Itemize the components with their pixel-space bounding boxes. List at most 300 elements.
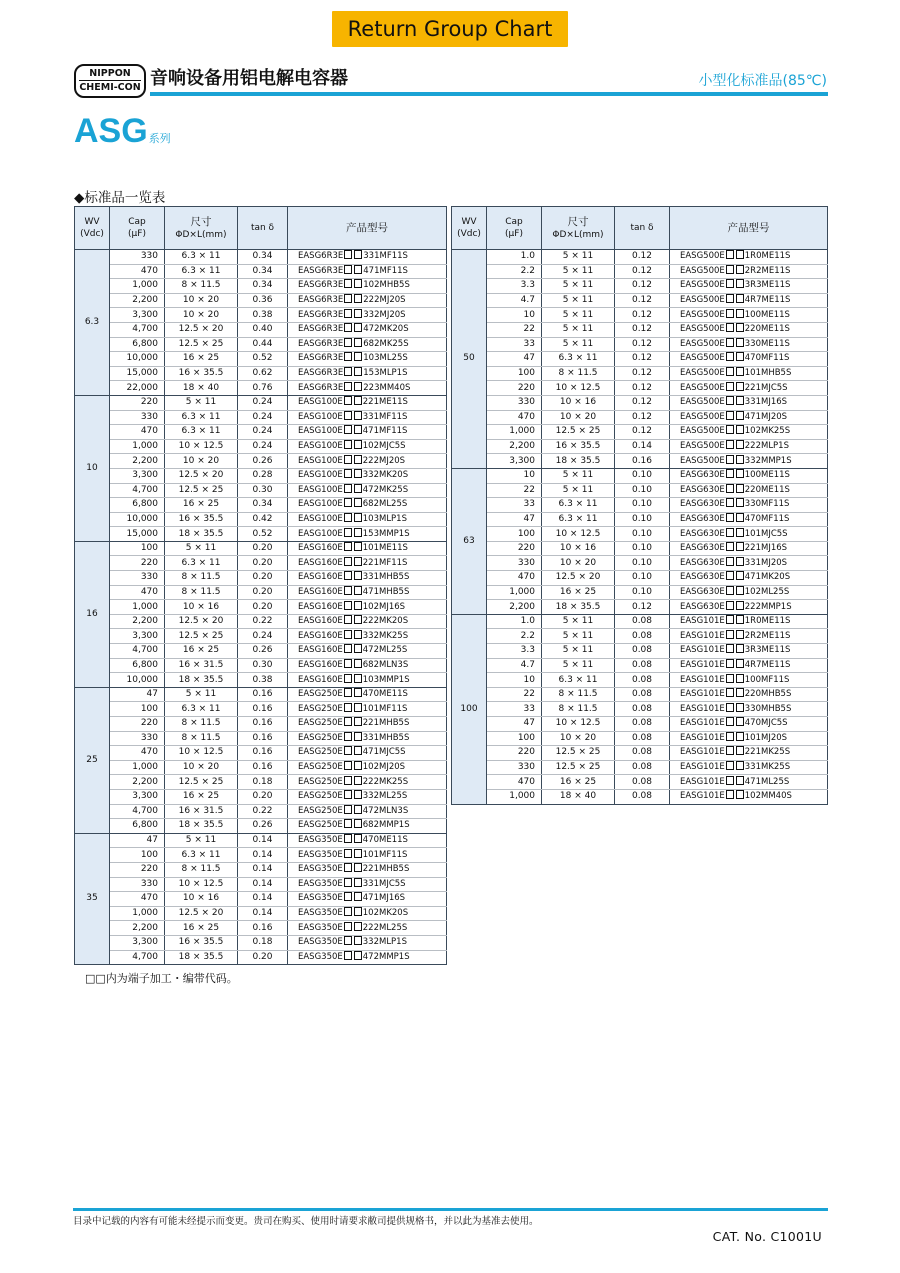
tan-cell: 0.40 — [238, 322, 288, 337]
code-box — [726, 601, 734, 610]
part-number-cell — [288, 673, 447, 688]
code-box — [736, 265, 744, 274]
code-box — [736, 279, 744, 288]
wv-cell: 50 — [452, 250, 487, 469]
part-number-prefix: EASG160E — [298, 630, 343, 641]
table-header-row — [75, 207, 447, 250]
wv-cell: 100 — [452, 614, 487, 804]
part-number-cell — [670, 614, 828, 629]
cap-cell: 1.0 — [487, 614, 542, 629]
cap-cell: 4,700 — [110, 950, 165, 965]
tan-cell: 0.14 — [238, 892, 288, 907]
table-row — [75, 819, 447, 834]
code-box — [736, 484, 744, 493]
part-number-suffix: 331MJC5S — [362, 878, 406, 889]
code-box — [726, 528, 734, 537]
table-row — [452, 454, 828, 469]
table-row — [452, 264, 828, 279]
code-box — [344, 455, 352, 464]
cap-cell: 6,800 — [110, 658, 165, 673]
part-number-suffix: 3R3ME11S — [744, 645, 791, 656]
part-number-cell — [670, 322, 828, 337]
table-row — [452, 673, 828, 688]
part-number-cell — [670, 250, 828, 265]
size-cell: 12.5 × 25 — [542, 425, 615, 440]
table-row — [452, 322, 828, 337]
cap-cell: 15,000 — [110, 366, 165, 381]
cap-cell: 330 — [110, 250, 165, 265]
table-row — [75, 614, 447, 629]
size-cell: 8 × 11.5 — [165, 717, 238, 732]
tan-cell: 0.16 — [238, 687, 288, 702]
cap-cell: 10,000 — [110, 673, 165, 688]
part-number-prefix: EASG630E — [680, 586, 725, 597]
code-box — [344, 440, 352, 449]
code-box — [354, 732, 362, 741]
tan-cell: 0.22 — [238, 804, 288, 819]
tan-cell: 0.10 — [615, 468, 670, 483]
size-cell: 12.5 × 25 — [542, 746, 615, 761]
cap-cell: 10,000 — [110, 352, 165, 367]
code-box — [354, 703, 362, 712]
code-box — [726, 688, 734, 697]
tan-cell: 0.26 — [238, 644, 288, 659]
cap-cell: 220 — [110, 862, 165, 877]
cap-cell: 2,200 — [110, 921, 165, 936]
table-row — [75, 877, 447, 892]
code-box — [726, 586, 734, 595]
cap-cell: 330 — [487, 395, 542, 410]
part-number-suffix: 223MM40S — [363, 382, 411, 393]
part-number-cell — [288, 410, 447, 425]
tan-cell: 0.10 — [615, 585, 670, 600]
size-cell: 16 × 25 — [165, 789, 238, 804]
part-number-prefix: EASG6R3E — [298, 338, 344, 349]
tan-cell: 0.12 — [615, 337, 670, 352]
size-cell: 5 × 11 — [542, 322, 615, 337]
part-number-cell — [670, 352, 828, 367]
code-box — [354, 746, 362, 755]
code-box — [344, 688, 352, 697]
code-box — [736, 542, 744, 551]
table-row — [75, 352, 447, 367]
part-number-prefix: EASG500E — [680, 295, 725, 306]
size-cell: 10 × 12.5 — [542, 381, 615, 396]
table-row — [452, 395, 828, 410]
code-box — [726, 338, 734, 347]
code-box — [354, 907, 362, 916]
code-box — [354, 644, 362, 653]
part-number-prefix: EASG101E — [680, 630, 725, 641]
cap-cell: 10 — [487, 468, 542, 483]
code-box — [354, 294, 362, 303]
code-box — [344, 250, 352, 259]
part-number-cell — [288, 702, 447, 717]
cap-cell: 33 — [487, 337, 542, 352]
tan-cell: 0.08 — [615, 687, 670, 702]
table-row — [452, 439, 828, 454]
part-number-cell — [670, 644, 828, 659]
cap-cell: 4,700 — [110, 644, 165, 659]
code-box — [736, 571, 744, 580]
table-row — [452, 279, 828, 294]
tan-cell: 0.08 — [615, 717, 670, 732]
wv-cell: 6.3 — [75, 250, 110, 396]
code-box — [344, 601, 352, 610]
size-cell: 18 × 35.5 — [165, 819, 238, 834]
part-number-prefix: EASG250E — [298, 820, 343, 831]
code-box — [726, 542, 734, 551]
tan-cell: 0.20 — [238, 950, 288, 965]
table-row — [75, 512, 447, 527]
tan-cell: 0.14 — [615, 439, 670, 454]
footer-disclaimer: 目录中记载的内容有可能未经提示而变更。贵司在购买、使用时请要求敝司提供规格书，并以此为基准去使用。 — [73, 1216, 539, 1227]
part-number-prefix: EASG6R3E — [298, 265, 344, 276]
tan-cell: 0.10 — [615, 498, 670, 513]
size-cell: 12.5 × 20 — [165, 614, 238, 629]
part-number-suffix: 100MF11S — [744, 674, 790, 685]
part-number-suffix: 101MF11S — [362, 849, 408, 860]
part-number-suffix: 471MJ16S — [362, 893, 406, 904]
table-row — [452, 585, 828, 600]
tan-cell: 0.34 — [238, 264, 288, 279]
code-box — [736, 586, 744, 595]
code-box — [354, 761, 362, 770]
part-number-suffix: 153MMP1S — [362, 528, 410, 539]
table-row — [452, 571, 828, 586]
part-number-suffix: 471MF11S — [363, 265, 408, 276]
footer-rule — [73, 1208, 828, 1211]
cap-cell: 2,200 — [110, 454, 165, 469]
tan-cell: 0.14 — [238, 862, 288, 877]
header-wv-unit: (Vdc) — [80, 229, 104, 239]
wv-cell: 16 — [75, 541, 110, 687]
part-number-cell — [670, 366, 828, 381]
tan-cell: 0.10 — [615, 571, 670, 586]
table-row — [75, 556, 447, 571]
cap-cell: 330 — [487, 556, 542, 571]
part-number-cell — [288, 468, 447, 483]
header-tan: tan δ — [615, 207, 670, 250]
code-box — [344, 644, 352, 653]
code-box — [726, 382, 734, 391]
table-row — [75, 410, 447, 425]
part-number-prefix: EASG630E — [680, 543, 725, 554]
cap-cell: 47 — [487, 512, 542, 527]
code-box — [736, 688, 744, 697]
table-row — [452, 717, 828, 732]
part-number-suffix: 331MHB5S — [362, 572, 410, 583]
part-number-prefix: EASG500E — [680, 265, 725, 276]
size-cell: 5 × 11 — [165, 395, 238, 410]
table-row — [75, 702, 447, 717]
part-number-suffix: 682MLN3S — [362, 659, 409, 670]
table-row — [452, 614, 828, 629]
size-cell: 5 × 11 — [542, 658, 615, 673]
code-box — [354, 250, 362, 259]
code-box — [726, 776, 734, 785]
size-cell: 8 × 11.5 — [542, 366, 615, 381]
part-number-suffix: 102MM40S — [744, 791, 792, 802]
part-number-cell — [670, 717, 828, 732]
table-row — [75, 746, 447, 761]
header-tan: tan δ — [238, 207, 288, 250]
table-row — [75, 789, 447, 804]
return-group-chart-button[interactable]: Return Group Chart — [332, 11, 568, 47]
cap-cell: 1,000 — [110, 600, 165, 615]
code-box — [354, 542, 362, 551]
size-cell: 12.5 × 20 — [165, 322, 238, 337]
table-row — [452, 556, 828, 571]
part-number-cell — [288, 862, 447, 877]
table-row — [75, 308, 447, 323]
tan-cell: 0.08 — [615, 746, 670, 761]
code-box — [344, 557, 352, 566]
cap-cell: 3,300 — [110, 789, 165, 804]
part-number-suffix: 220MHB5S — [744, 689, 792, 700]
table-header-row — [452, 207, 828, 250]
part-number-suffix: 472MK20S — [363, 324, 409, 335]
part-number-prefix: EASG6R3E — [298, 324, 344, 335]
part-number-prefix: EASG101E — [680, 791, 725, 802]
part-number-prefix: EASG350E — [298, 849, 343, 860]
size-cell: 5 × 11 — [542, 629, 615, 644]
tan-cell: 0.16 — [238, 717, 288, 732]
part-number-prefix: EASG6R3E — [298, 251, 344, 262]
part-number-suffix: 332MJ20S — [363, 309, 406, 320]
code-box — [354, 834, 362, 843]
size-cell: 6.3 × 11 — [542, 498, 615, 513]
logo-line2: CHEMI-CON — [79, 82, 141, 93]
part-number-suffix: 470ME11S — [362, 689, 408, 700]
part-number-cell — [288, 935, 447, 950]
cap-cell: 3,300 — [110, 629, 165, 644]
part-number-prefix: EASG350E — [298, 893, 343, 904]
part-number-suffix: 470MF11S — [744, 353, 790, 364]
size-cell: 12.5 × 25 — [165, 775, 238, 790]
part-number-prefix: EASG160E — [298, 601, 343, 612]
code-box — [736, 557, 744, 566]
tan-cell: 0.12 — [615, 381, 670, 396]
tan-cell: 0.24 — [238, 425, 288, 440]
part-number-prefix: EASG500E — [680, 251, 725, 262]
part-number-cell — [288, 629, 447, 644]
code-box — [344, 309, 352, 318]
cap-cell: 10 — [487, 308, 542, 323]
cap-cell: 6,800 — [110, 498, 165, 513]
table-row — [452, 541, 828, 556]
part-number-prefix: EASG350E — [298, 951, 343, 962]
cap-cell: 2,200 — [110, 614, 165, 629]
size-cell: 18 × 40 — [542, 789, 615, 804]
code-box — [726, 732, 734, 741]
code-box — [354, 528, 362, 537]
tan-cell: 0.10 — [615, 527, 670, 542]
part-number-suffix: 102MK20S — [362, 908, 409, 919]
part-number-suffix: 222ML25S — [362, 922, 408, 933]
part-number-cell — [288, 395, 447, 410]
table-row — [452, 337, 828, 352]
cap-cell: 47 — [487, 352, 542, 367]
cap-cell: 10,000 — [110, 512, 165, 527]
part-number-suffix: 682MMP1S — [362, 820, 410, 831]
code-box — [354, 922, 362, 931]
code-box — [736, 674, 744, 683]
tan-cell: 0.14 — [238, 906, 288, 921]
tan-cell: 0.12 — [615, 264, 670, 279]
size-cell: 5 × 11 — [542, 337, 615, 352]
tan-cell: 0.12 — [615, 322, 670, 337]
logo-line1: NIPPON — [89, 68, 131, 79]
part-number-cell — [670, 279, 828, 294]
part-number-suffix: 101MJ20S — [744, 732, 788, 743]
table-row — [452, 731, 828, 746]
code-box — [726, 513, 734, 522]
code-box — [354, 674, 362, 683]
tan-cell: 0.08 — [615, 629, 670, 644]
cap-cell: 6,800 — [110, 337, 165, 352]
part-number-cell — [670, 746, 828, 761]
size-cell: 12.5 × 20 — [542, 571, 615, 586]
part-number-suffix: 101ME11S — [362, 543, 408, 554]
part-number-prefix: EASG160E — [298, 659, 343, 670]
code-box — [736, 323, 744, 332]
part-number-cell — [288, 322, 447, 337]
part-number-suffix: 330MHB5S — [744, 703, 792, 714]
tan-cell: 0.08 — [615, 614, 670, 629]
cap-cell: 47 — [487, 717, 542, 732]
tan-cell: 0.12 — [615, 366, 670, 381]
part-number-prefix: EASG350E — [298, 908, 343, 919]
table-row — [452, 789, 828, 804]
code-box — [344, 863, 352, 872]
code-box — [726, 746, 734, 755]
code-box — [354, 688, 362, 697]
header-size-unit: ΦD×L(mm) — [552, 229, 604, 240]
code-box — [354, 513, 362, 522]
cap-cell: 22 — [487, 483, 542, 498]
tan-cell: 0.10 — [615, 483, 670, 498]
size-cell: 8 × 11.5 — [165, 279, 238, 294]
part-number-cell — [670, 498, 828, 513]
part-number-prefix: EASG500E — [680, 411, 725, 422]
part-number-suffix: 1R0ME11S — [744, 616, 791, 627]
part-number-suffix: 221MF11S — [362, 557, 408, 568]
size-cell: 16 × 25 — [165, 921, 238, 936]
cap-cell: 6,800 — [110, 819, 165, 834]
code-box — [354, 557, 362, 566]
part-number-prefix: EASG6R3E — [298, 280, 344, 291]
size-cell: 6.3 × 11 — [165, 250, 238, 265]
table-row — [75, 439, 447, 454]
cap-cell: 3,300 — [110, 308, 165, 323]
part-number-suffix: 471MF11S — [362, 426, 408, 437]
code-box — [344, 513, 352, 522]
nippon-chemi-con-logo — [74, 64, 146, 98]
tan-cell: 0.12 — [615, 293, 670, 308]
size-cell: 12.5 × 25 — [165, 629, 238, 644]
size-cell: 6.3 × 11 — [165, 556, 238, 571]
table-row — [452, 498, 828, 513]
code-box — [726, 455, 734, 464]
code-box — [354, 790, 362, 799]
part-number-cell — [288, 644, 447, 659]
code-box — [344, 498, 352, 507]
part-number-cell — [288, 264, 447, 279]
part-number-cell — [670, 571, 828, 586]
part-number-cell — [670, 468, 828, 483]
tan-cell: 0.18 — [238, 935, 288, 950]
code-box — [726, 615, 734, 624]
part-number-cell — [288, 454, 447, 469]
part-number-suffix: 331MF11S — [363, 251, 408, 262]
series-suffix: 系列 — [148, 133, 171, 145]
tan-cell: 0.24 — [238, 629, 288, 644]
part-number-prefix: EASG630E — [680, 470, 725, 481]
table-row — [75, 322, 447, 337]
table-row — [75, 848, 447, 863]
part-number-suffix: 3R3ME11S — [744, 280, 791, 291]
size-cell: 12.5 × 25 — [542, 760, 615, 775]
code-box — [344, 746, 352, 755]
header-cap-unit: (μF) — [505, 229, 523, 239]
tan-cell: 0.08 — [615, 775, 670, 790]
header-cap-label: Cap — [505, 217, 523, 227]
cap-cell: 10 — [487, 673, 542, 688]
code-box — [354, 352, 362, 361]
size-cell: 18 × 35.5 — [542, 600, 615, 615]
part-number-suffix: 472MMP1S — [362, 951, 410, 962]
header-size — [165, 207, 238, 250]
table-row — [75, 775, 447, 790]
cap-cell: 100 — [487, 731, 542, 746]
code-box — [736, 396, 744, 405]
cap-cell: 4.7 — [487, 293, 542, 308]
table-row — [452, 250, 828, 265]
code-box — [726, 309, 734, 318]
size-cell: 10 × 12.5 — [165, 439, 238, 454]
code-box — [736, 513, 744, 522]
header-part-number: 产品型号 — [288, 207, 447, 250]
part-number-cell — [670, 264, 828, 279]
part-number-cell — [288, 483, 447, 498]
code-box — [354, 819, 362, 828]
table-row — [452, 512, 828, 527]
tan-cell: 0.26 — [238, 819, 288, 834]
part-number-cell — [670, 395, 828, 410]
size-cell: 8 × 11.5 — [542, 702, 615, 717]
part-number-suffix: 101MF11S — [362, 703, 408, 714]
part-number-prefix: EASG100E — [298, 484, 343, 495]
size-cell: 18 × 35.5 — [542, 454, 615, 469]
code-box — [344, 396, 352, 405]
part-number-suffix: 331MF11S — [362, 411, 408, 422]
size-cell: 12.5 × 25 — [165, 337, 238, 352]
table-row — [452, 775, 828, 790]
size-cell: 18 × 35.5 — [165, 673, 238, 688]
part-number-suffix: 222MMP1S — [744, 601, 792, 612]
part-number-suffix: 221MHB5S — [362, 864, 410, 875]
cap-cell: 220 — [487, 746, 542, 761]
part-number-suffix: 102MJC5S — [362, 441, 406, 452]
part-number-suffix: 221MHB5S — [362, 718, 410, 729]
code-box — [736, 630, 744, 639]
code-box — [736, 732, 744, 741]
code-box — [736, 659, 744, 668]
part-number-cell — [288, 819, 447, 834]
part-number-suffix: 102MK25S — [744, 426, 791, 437]
part-number-cell — [288, 337, 447, 352]
